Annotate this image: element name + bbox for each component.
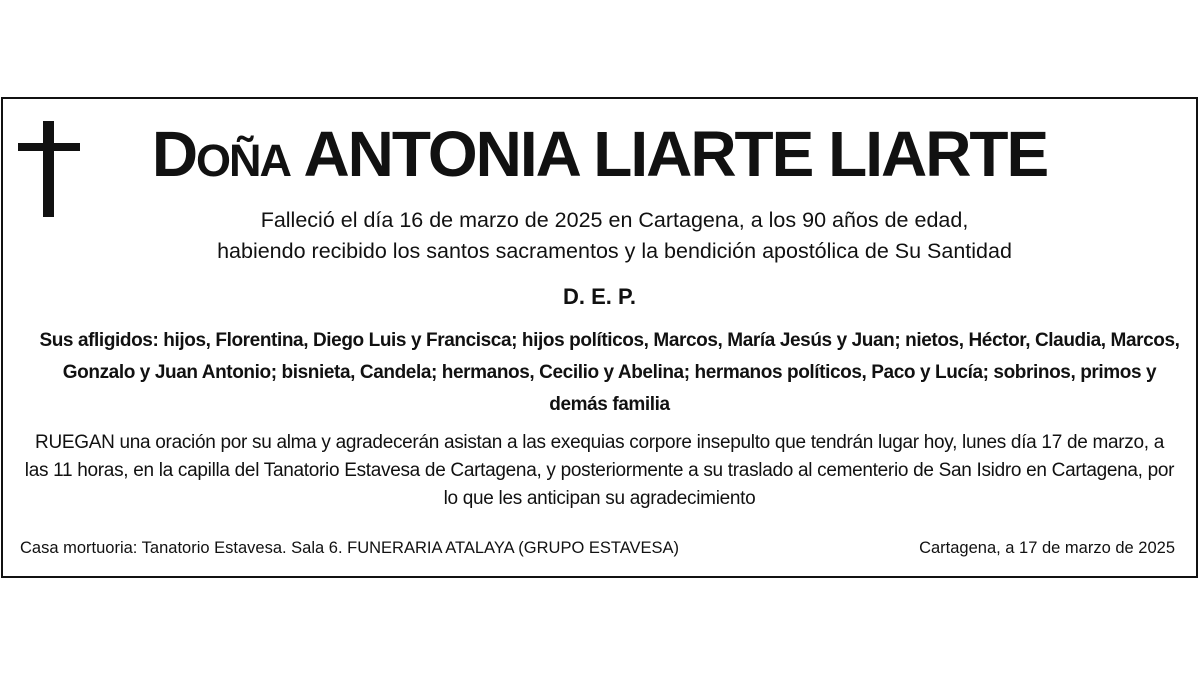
family-list: Sus afligidos: hijos, Florentina, Diego Luis y Francisca; hijos políticos, Marcos, María Jesús y Juan; nietos, Héctor, Claudia, Marcos, Gonzalo y Juan Antonio; bisnieta, Candela; hermanos, Cecilio y Abelina; hermanos políticos, Paco y Lucía; sobrinos, primos y demás familia: [39, 330, 1180, 415]
deceased-name: ANTONIA LIARTE LIARTE: [303, 118, 1048, 190]
mortuary-info: Casa mortuoria: Tanatorio Estavesa. Sala 6. FUNERARIA ATALAYA (GRUPO ESTAVESA): [20, 539, 680, 557]
dep-label: D. E. P.: [563, 284, 636, 309]
death-details: [123, 205, 1106, 267]
place-date: Cartagena, a 17 de marzo de 2025: [919, 539, 1175, 557]
funeral-request: RUEGAN una oración por su alma y agradecerán asistan a las exequias corpore insepulto que tendrán lugar hoy, lunes día 17 de marzo, a las 11 horas, en la capilla del Tanatorio Estavesa de Cartagena, y posteriormente a su traslado al cementerio de San Isidro en Cartagena, por lo que les anticipan su agradecimiento: [24, 432, 1175, 509]
honorific: Doña: [151, 118, 291, 190]
death-details-line-2: habiendo recibido los santos sacramentos y la bendición apostólica de Su Santidad: [217, 239, 1012, 263]
death-details-line-1: Falleció el día 16 de marzo de 2025 en Cartagena, a los 90 años de edad,: [260, 208, 969, 232]
deceased-name-heading: [3, 117, 1196, 191]
obituary-notice: [1, 97, 1198, 578]
